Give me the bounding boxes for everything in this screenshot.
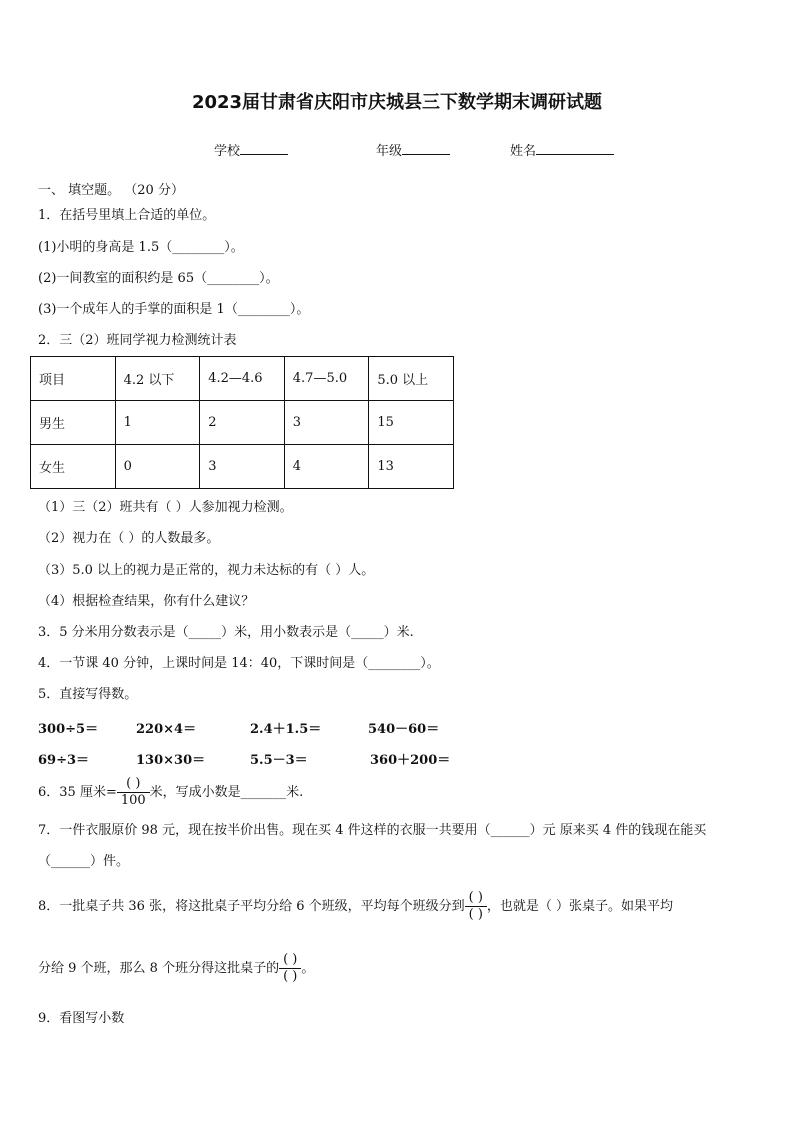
q2-sub-3: （3）5.0 以上的视力是正常的，视力未达标的有（ ）人。 — [38, 563, 375, 578]
table-cell: 5.0 以上 — [369, 357, 454, 401]
table-cell: 女生 — [31, 445, 116, 489]
table-cell: 4.7—5.0 — [284, 357, 369, 401]
table-cell: 3 — [284, 401, 369, 445]
calc-item: 540－60＝ — [368, 722, 440, 737]
school-field — [214, 140, 288, 159]
q1-part-c: (3)一个成年人的手掌的面积是 1（________）。 — [38, 302, 310, 317]
page-title: 2023届甘肃省庆阳市庆城县三下数学期末调研试题 — [191, 92, 603, 113]
calc-item: 69÷3＝ — [38, 753, 90, 768]
table-cell: 2 — [200, 401, 285, 445]
section-heading: 一、 填空题。 （20 分） — [38, 183, 184, 198]
q7-line1: 7．一件衣服原价 98 元，现在按半价出售。现在买 4 件这样的衣服一共要用（______）元 原来买 4 件的钱现在能买 — [38, 823, 707, 838]
fraction-denominator: 100 — [120, 793, 146, 808]
q7-line2: （______）件。 — [38, 854, 130, 869]
table-row — [31, 401, 454, 445]
q8-line1 — [38, 888, 673, 926]
q2-sub-4: （4）根据检查结果，你有什么建议？ — [38, 594, 255, 609]
q8-before: 8．一批桌子共 36 张，将这批桌子平均分给 6 个班级，平均每个班级分到 — [38, 899, 465, 914]
school-label: 学校 — [214, 144, 241, 159]
table-header-row — [31, 357, 454, 401]
q6-fraction — [117, 776, 150, 809]
q1-stem: 1．在括号里填上合适的单位。 — [38, 208, 216, 223]
q2-sub-2: （2）视力在（ ）的人数最多。 — [38, 531, 220, 546]
q8-line2-before: 分给 9 个班，那么 8 个班分得这批桌子的 — [38, 961, 280, 976]
calc-item: 2.4＋1.5＝ — [250, 722, 322, 737]
fraction-denominator: ( ) — [468, 907, 483, 922]
table-cell: 13 — [369, 445, 454, 489]
q5-stem: 5．直接写得数。 — [38, 687, 138, 702]
table-cell: 4.2—4.6 — [200, 357, 285, 401]
calc-item: 360＋200＝ — [370, 753, 451, 768]
calc-item: 5.5－3＝ — [250, 753, 308, 768]
name-field — [510, 140, 614, 159]
grade-blank[interactable] — [402, 140, 450, 155]
q6 — [38, 775, 303, 811]
q3: 3．5 分米用分数表示是（_____）米，用小数表示是（_____）米. — [38, 625, 414, 640]
fraction-numerator: ( ) — [126, 776, 141, 791]
table-cell: 1 — [115, 401, 200, 445]
table-cell: 男生 — [31, 401, 116, 445]
q6-before: 6．35 厘米= — [38, 785, 117, 800]
grade-label: 年级 — [376, 144, 403, 159]
q2-stem: 2．三（2）班同学视力检测统计表 — [38, 333, 237, 348]
table-cell: 4.2 以下 — [115, 357, 200, 401]
q9: 9．看图写小数 — [38, 1011, 125, 1026]
table-cell: 3 — [200, 445, 285, 489]
q8-fraction-2 — [279, 952, 301, 985]
name-label: 姓名 — [510, 144, 537, 159]
q8-line2 — [38, 950, 314, 988]
vision-table — [30, 356, 454, 489]
table-cell: 项目 — [31, 357, 116, 401]
fraction-numerator: ( ) — [468, 890, 483, 905]
table-row — [31, 445, 454, 489]
grade-field — [376, 140, 450, 159]
calc-item: 130×30＝ — [136, 753, 206, 768]
q4: 4．一节课 40 分钟，上课时间是 14：40，下课时间是（________）。 — [38, 656, 440, 671]
q8-line2-after: 。 — [301, 961, 315, 976]
calc-item: 220×4＝ — [136, 722, 197, 737]
school-blank[interactable] — [240, 140, 288, 155]
q1-part-b: (2)一间教室的面积约是 65（________）。 — [38, 271, 279, 286]
q8-middle: ，也就是（ ）张桌子。如果平均 — [486, 899, 674, 914]
q1-part-a: (1)小明的身高是 1.5（________）。 — [38, 240, 244, 255]
q8-fraction-1 — [465, 890, 487, 923]
q2-sub-1: （1）三（2）班共有（ ）人参加视力检测。 — [38, 500, 293, 515]
q6-after: 米，写成小数是_______米. — [149, 785, 304, 800]
fraction-denominator: ( ) — [283, 969, 298, 984]
table-cell: 4 — [284, 445, 369, 489]
name-blank[interactable] — [536, 140, 614, 155]
fraction-numerator: ( ) — [283, 952, 298, 967]
table-cell: 0 — [115, 445, 200, 489]
calc-item: 300÷5＝ — [38, 722, 99, 737]
table-cell: 15 — [369, 401, 454, 445]
